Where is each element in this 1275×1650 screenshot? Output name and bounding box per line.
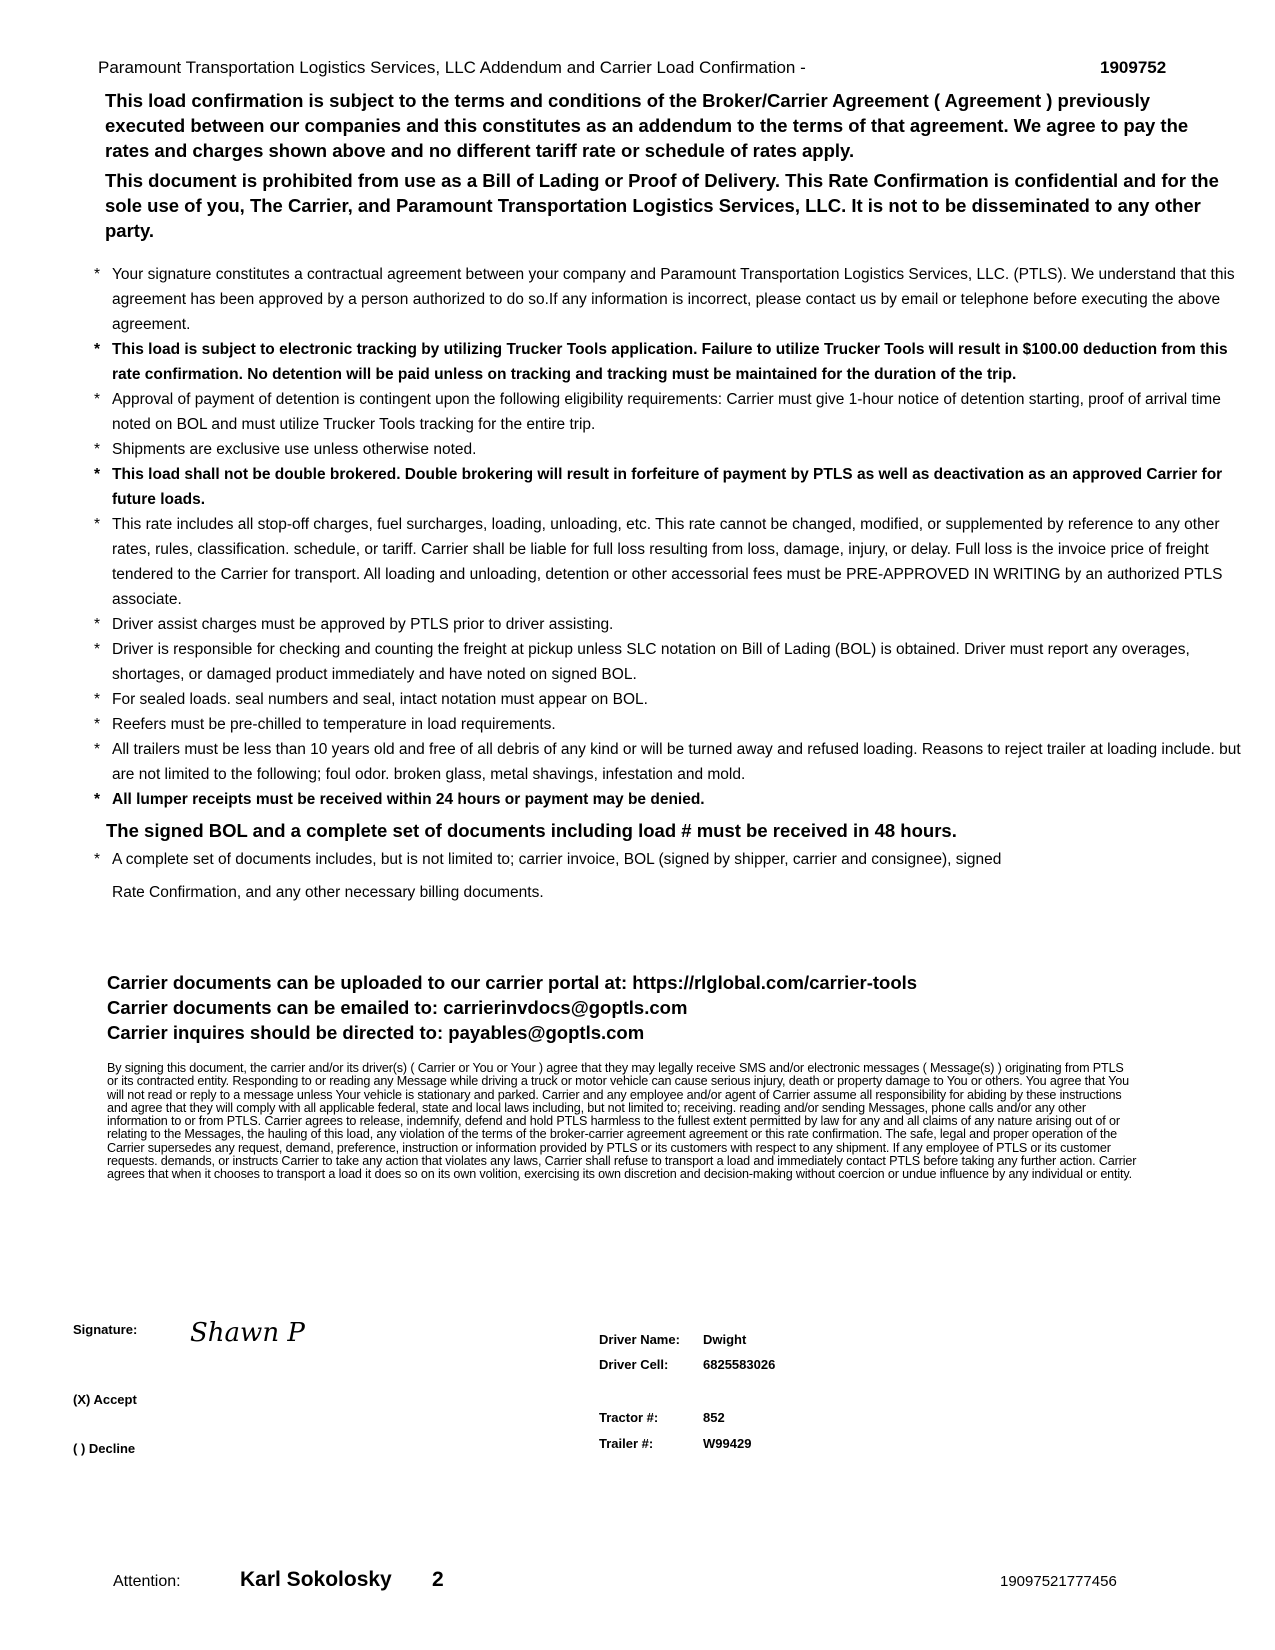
- term-item: * Driver assist charges must be approved by PTLS prior to driver assisting.: [94, 616, 614, 633]
- term-item: * All trailers must be less than 10 years old and free of all debris of any kind or will be turned away and refused loading. Reasons to reject trailer at loading include. but are not limited to the following; foul odor. broken glass, metal shavings, infestation and mold.: [94, 741, 1241, 783]
- driver-name-value: Dwight: [703, 1332, 747, 1347]
- trailer-value: W99429: [703, 1436, 752, 1451]
- page-number: 2: [432, 1568, 444, 1591]
- driver-name-label: Driver Name:: [599, 1332, 680, 1347]
- tractor-label: Tractor #:: [599, 1410, 659, 1425]
- term-item: * Driver is responsible for checking and counting the freight at pickup unless SLC notation on Bill of Lading (BOL) is obtained. Driver must report any overages, shortages, or damaged product immediately and have noted on signed BOL.: [94, 641, 1190, 683]
- term-item: * Your signature constitutes a contractual agreement between your company and Paramount Transportation Logistics Services, LLC. (PTLS). We understand that this agreement has been approved by a person authorized to do so.If any information is incorrect, please contact us by email or telephone before executing the above agreement.: [94, 266, 1235, 333]
- term-item: * Approval of payment of detention is contingent upon the following eligibility requirements: Carrier must give 1-hour notice of detention starting, proof of arrival time noted on BOL and must utilize Trucker Tools tracking for the entire trip.: [94, 391, 1221, 433]
- tractor-value: 852: [703, 1410, 725, 1425]
- term-item: * All lumper receipts must be received within 24 hours or payment may be denied.: [94, 791, 705, 808]
- terms-list: [94, 262, 1244, 905]
- document-id: 19097521777456: [1000, 1573, 1117, 1590]
- term-item: * This load is subject to electronic tracking by utilizing Trucker Tools application. Failure to utilize Trucker Tools will result in $100.00 deduction from this rate confirmation. No detention will be paid unless on tracking and tracking must be maintained for the duration of the trip.: [94, 341, 1228, 383]
- signed-bol-notice: The signed BOL and a complete set of documents including load # must be received in 48 hours.: [106, 820, 957, 841]
- term-item: * For sealed loads. seal numbers and seal, intact notation must appear on BOL.: [94, 691, 648, 708]
- signature-value: Shawn P: [190, 1318, 305, 1348]
- driver-cell-label: Driver Cell:: [599, 1357, 669, 1372]
- portal-inquiries-line: Carrier inquires should be directed to: payables@goptls.com: [107, 1022, 645, 1043]
- portal-email-line: Carrier documents can be emailed to: carrierinvdocs@goptls.com: [107, 997, 688, 1018]
- term-item-continuation: Rate Confirmation, and any other necessary billing documents.: [112, 884, 544, 901]
- term-item: * Reefers must be pre-chilled to temperature in load requirements.: [94, 716, 556, 733]
- signature-label: Signature:: [73, 1322, 138, 1337]
- attention-label: Attention:: [113, 1573, 181, 1590]
- decline-option: ( ) Decline: [73, 1441, 136, 1456]
- driver-cell-value: 6825583026: [703, 1357, 776, 1372]
- confidentiality-paragraph: This document is prohibited from use as a Bill of Lading or Proof of Delivery. This Rate Confirmation is confidential and for the sole use of you, The Carrier, and Paramount Transportation Logistics Services, LLC. It is not to be disseminated to any other party.: [105, 170, 1219, 241]
- trailer-label: Trailer #:: [599, 1436, 654, 1451]
- load-number: 1909752: [1100, 58, 1167, 77]
- portal-section: [107, 970, 917, 1045]
- agreement-paragraph: This load confirmation is subject to the terms and conditions of the Broker/Carrier Agreement ( Agreement ) previously executed between our companies and this constitutes as an addendum to the terms of that agreement. We agree to pay the rates and charges shown above and no different tariff rate or schedule of rates apply.: [105, 90, 1189, 161]
- attention-name: Karl Sokolosky: [240, 1568, 392, 1591]
- sms-legal-paragraph: By signing this document, the carrier and/or its driver(s) ( Carrier or You or Your ) agree that they may legally receive SMS and/or electronic messages ( Message(s) ) originating from PTLS or its contracted entity. Responding to or reading any Message while driving a truck or motor vehicle can cause serious injury, death or property damage to You or others. You agree that You will not read or reply to a message unless Your vehicle is stationary and parked. Carrier and any employee and/or agent of Carrier assume all responsibility for abiding by these instructions and agree that they will comply with all applicable federal, state and local laws including, but not limited to; receiving. reading and/or sending Messages, phone calls and/or any other information to or from PTLS. Carrier agrees to release, indemnify, defend and hold PTLS harmless to the fullest extent permitted by law for any and all claims of any nature arising out of or relating to the Messages, the hauling of this load, any violation of the terms of the broker-carrier agreement agreement or this rate confirmation. The safe, legal and proper operation of the Carrier supersedes any request, demand, preference, instruction or information provided by PTLS or its customers with respect to any shipment. If any employee of PTLS or its customer requests. demands, or instructs Carrier to take any action that violates any laws, Carrier shall refuse to transport a load and immediately contact PTLS before taking any further action. Carrier agrees that when it chooses to transport a load it does so on its own volition, exercising its own discretion and decision-making without coercion or undue influence by any individual or entity.: [107, 1061, 1137, 1182]
- document-title: Paramount Transportation Logistics Services, LLC Addendum and Carrier Load Confirmation -: [98, 58, 806, 77]
- term-item: * A complete set of documents includes, but is not limited to; carrier invoice, BOL (signed by shipper, carrier and consignee), signed: [94, 851, 1002, 868]
- term-item: * This rate includes all stop-off charges, fuel surcharges, loading, unloading, etc. This rate cannot be changed, modified, or supplemented by reference to any other rates, rules, classification. schedule, or tariff. Carrier shall be liable for full loss resulting from loss, damage, injury, or delay. Full loss is the invoice price of freight tendered to the Carrier for transport. All loading and unloading, detention or other accessorial fees must be PRE-APPROVED IN WRITING by an authorized PTLS associate.: [94, 516, 1223, 608]
- portal-upload-line: Carrier documents can be uploaded to our carrier portal at: https://rlglobal.com/carrier-tools: [107, 972, 918, 993]
- accept-option: (X) Accept: [73, 1392, 137, 1407]
- term-item: * Shipments are exclusive use unless otherwise noted.: [94, 441, 477, 458]
- term-item: * This load shall not be double brokered. Double brokering will result in forfeiture of payment by PTLS as well as deactivation as an approved Carrier for future loads.: [94, 466, 1223, 508]
